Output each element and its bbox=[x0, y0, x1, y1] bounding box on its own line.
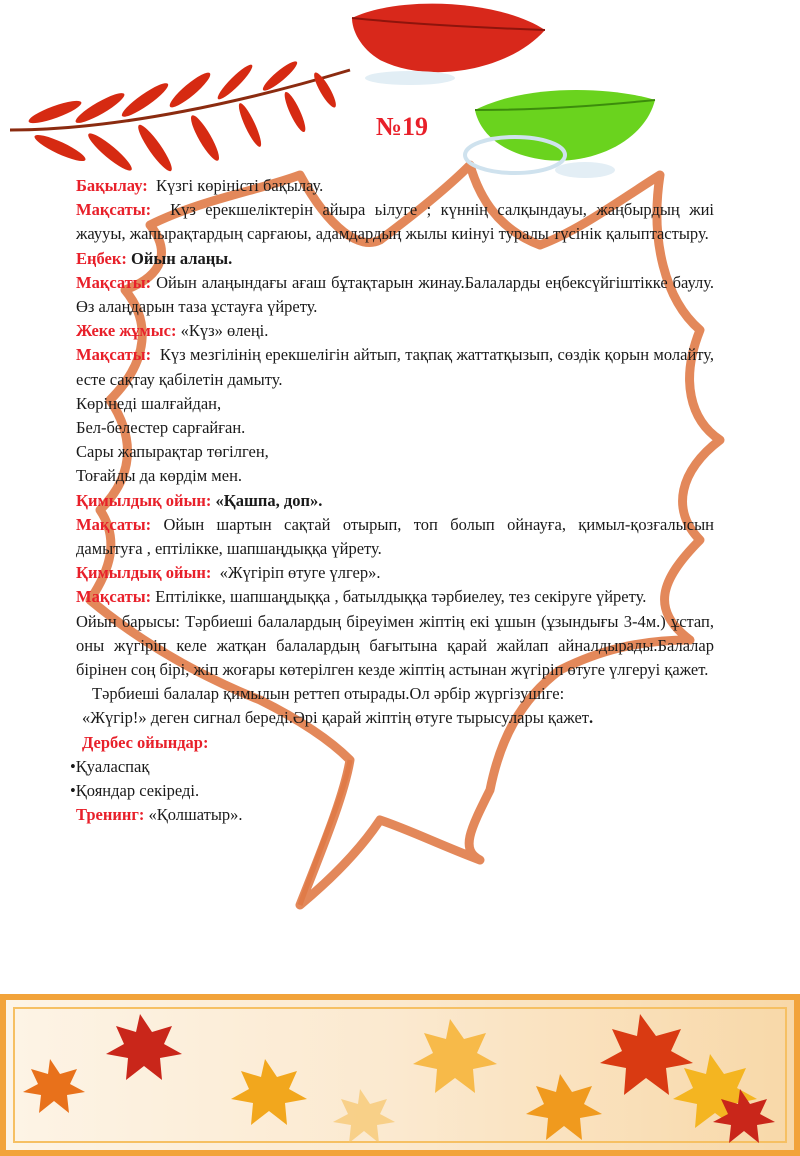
labor-line bbox=[76, 247, 714, 271]
goal-label: Мақсаты: bbox=[76, 200, 152, 220]
signal-text: «Жүгір!» деген сигнал береді.Әрі қарай жіптің өтуге тырысулары қажет bbox=[82, 708, 589, 728]
goal-1 bbox=[76, 198, 714, 246]
goal-text: Күз мезгілінің ерекшелігін айтып, тақпақ жаттатқызып, сөздік қорын молайту, есте сақтау қабілетін дамыту. bbox=[76, 345, 714, 389]
goal-3 bbox=[76, 343, 714, 391]
observation-label: Бақылау: bbox=[76, 176, 148, 195]
goal-text: Ойын шартын сақтай отырып, топ болып ойнауға, қимыл-қозғалысын дамытуға , ептілікке, шапшаңдыққа үйрету. bbox=[76, 514, 714, 559]
individual-work-line bbox=[76, 319, 714, 343]
game-label: Қимылдық ойын: bbox=[76, 490, 212, 510]
goal-text: Күз ерекшеліктерін айыра ьілуге ; күннің салқындауы, жаңбырдың жиі жаууы, жапырақтардың сарғаюы, адамдардың жылы киінуі туралы түсінік қалыптастыру. bbox=[76, 200, 715, 244]
game-1-line bbox=[76, 489, 714, 513]
poem-line: Бел-белестер сарғайған. bbox=[76, 418, 246, 438]
goal-text: Ойын алаңындағы ағаш бұтақтарын жинау.Балаларды еңбексүйгіштікке баулу. Өз алаңдарын таза ұстауға үйрету. bbox=[76, 272, 715, 317]
game-title: «Қашпа, доп». bbox=[215, 490, 323, 510]
independent-games-heading bbox=[76, 731, 714, 755]
poem-line: Сары жапырақтар төгілген, bbox=[76, 442, 269, 462]
poem-line: Тоғайды да көрдім мен. bbox=[76, 466, 243, 486]
game-process: Ойын барысы: Тәрбиеші балалардың біреуімен жіптің екі ұшын (ұзындығы 3-4м.) ұстап, оны жүгіріп келе жатқан балалардың бағытына қарай жайлап айналдырады.Балалар бірінен соң бірі, жіп жоғары көтерілген кезде жіптің астынан жүгіріп өтуге үлгеруі қажет. bbox=[76, 611, 714, 680]
labor-text: Ойын алаңы. bbox=[131, 248, 233, 268]
goal-label: Мақсаты: bbox=[76, 514, 152, 534]
game-2-line bbox=[76, 561, 714, 585]
goal-text: Ептілікке, шапшаңдыққа , батылдыққа тәрбиелеу, тез секіруге үйрету. bbox=[155, 587, 647, 607]
observation-text: Күзгі көріністі бақылау. bbox=[156, 176, 324, 195]
training-label: Тренинг: bbox=[76, 805, 145, 825]
goal-label: Мақсаты: bbox=[76, 345, 152, 365]
individual-work-text: «Күз» өлеңі. bbox=[180, 321, 269, 341]
game-label: Қимылдық ойын: bbox=[76, 563, 212, 583]
goal-4 bbox=[76, 513, 714, 561]
page-title: №19 bbox=[375, 112, 429, 141]
independent-games-label: Дербес ойындар: bbox=[82, 732, 209, 752]
list-item-text: Қояндар секіреді. bbox=[75, 781, 200, 801]
training-line bbox=[76, 803, 714, 827]
list-item bbox=[70, 755, 714, 779]
autumn-leaves-banner bbox=[0, 994, 800, 1156]
goal-label: Мақсаты: bbox=[76, 587, 152, 607]
signal-end: . bbox=[588, 708, 594, 728]
signal-note bbox=[76, 706, 714, 730]
individual-work-label: Жеке жұмыс: bbox=[76, 321, 177, 341]
list-item bbox=[70, 779, 714, 803]
training-text: «Қолшатыр». bbox=[148, 805, 243, 825]
goal-2 bbox=[76, 271, 714, 319]
poem-line: Көрінеді шалғайдан, bbox=[76, 393, 222, 413]
teacher-note: Тәрбиеші балалар қимылын реттеп отырады.Ол әрбір жүргізушіге: bbox=[92, 684, 565, 704]
labor-label: Еңбек: bbox=[76, 248, 127, 268]
lesson-content bbox=[76, 174, 714, 827]
goal-label: Мақсаты: bbox=[76, 272, 152, 292]
goal-5 bbox=[76, 585, 714, 609]
red-leaf-decoration bbox=[340, 0, 560, 90]
observation-line bbox=[76, 174, 714, 198]
game-title: «Жүгіріп өтуге үлгер». bbox=[219, 563, 381, 583]
list-item-text: Қуаласпақ bbox=[75, 756, 150, 776]
red-leaf-branch-decoration bbox=[0, 60, 360, 190]
